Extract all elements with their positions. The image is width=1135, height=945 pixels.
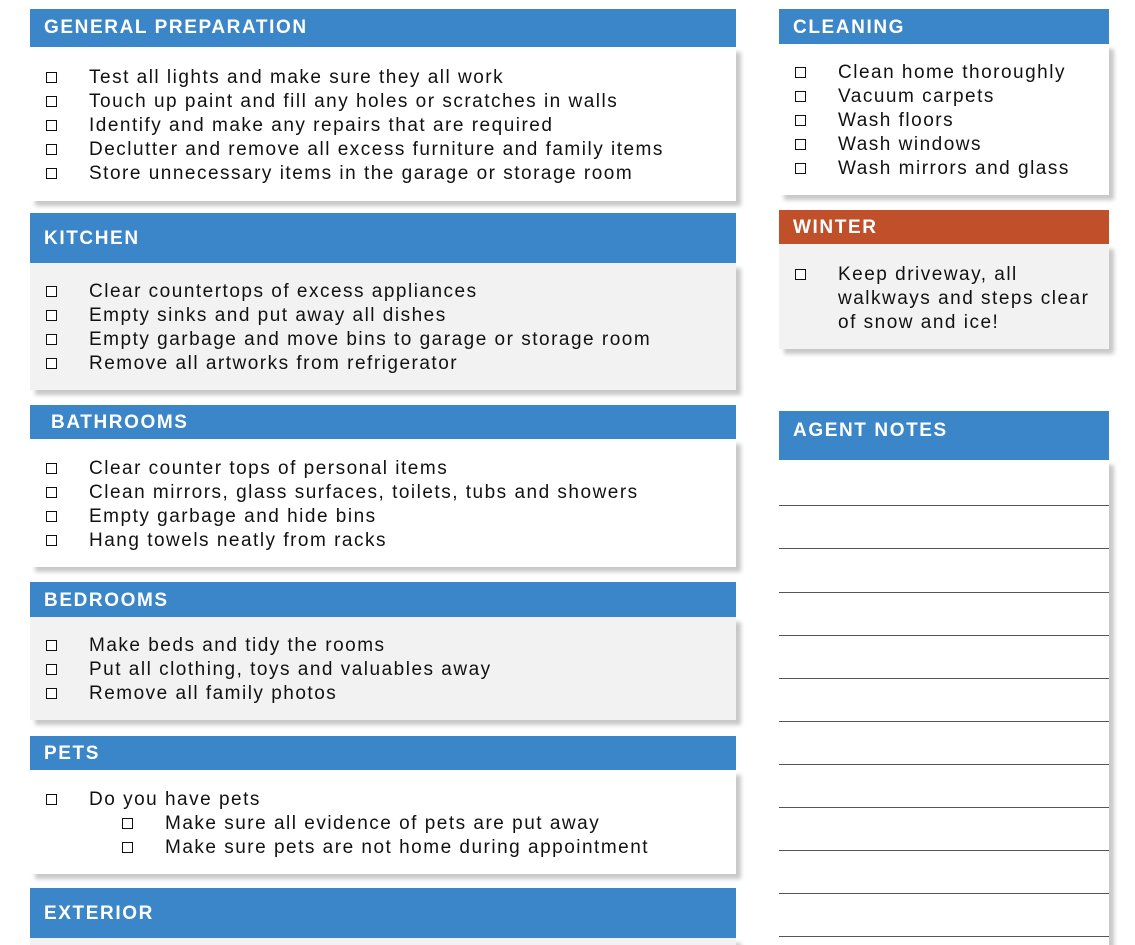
checklist-item[interactable]: Wash windows: [793, 133, 1101, 157]
section-body: [30, 770, 736, 874]
checklist-item[interactable]: Empty sinks and put away all dishes: [44, 304, 728, 328]
checklist-item[interactable]: Keep driveway, all walkways and steps clear of snow and ice!: [793, 263, 1101, 335]
checklist-item[interactable]: Declutter and remove all excess furniture and family items: [44, 138, 728, 162]
checklist-item[interactable]: Remove all artworks from refrigerator: [44, 352, 728, 376]
checkbox[interactable]: [46, 72, 57, 83]
checkbox[interactable]: [46, 640, 57, 651]
checklist-item[interactable]: Identify and make any repairs that are required: [44, 114, 728, 138]
note-line: [779, 850, 1109, 851]
checklist-subitem[interactable]: Make sure all evidence of pets are put away: [120, 812, 728, 836]
section-body: [30, 938, 736, 945]
section-exterior: [30, 888, 736, 945]
note-line: [779, 807, 1109, 808]
note-line: [779, 893, 1109, 894]
checkbox[interactable]: [46, 144, 57, 155]
note-line: [779, 635, 1109, 636]
checklist-item[interactable]: Remove all family photos: [44, 682, 728, 706]
checklist-item[interactable]: Wash floors: [793, 109, 1101, 133]
section-body: [30, 617, 736, 720]
checkbox[interactable]: [46, 664, 57, 675]
note-line: [779, 505, 1109, 506]
checklist-item[interactable]: Clear countertops of excess appliances: [44, 280, 728, 304]
checkbox[interactable]: [46, 168, 57, 179]
note-line: [779, 721, 1109, 722]
checklist-item[interactable]: Clean mirrors, glass surfaces, toilets, tubs and showers: [44, 481, 728, 505]
checklist-item[interactable]: Wash mirrors and glass: [793, 157, 1101, 181]
section-title: BATHROOMS: [30, 405, 736, 439]
checklist-item[interactable]: Test all lights and make sure they all work: [44, 66, 728, 90]
section-bedrooms: [30, 582, 736, 720]
section-title: GENERAL PREPARATION: [30, 9, 736, 47]
checklist-item[interactable]: Clear counter tops of personal items: [44, 457, 728, 481]
section-title: CLEANING: [779, 9, 1109, 44]
checkbox[interactable]: [46, 688, 57, 699]
checkbox[interactable]: [795, 139, 806, 150]
section-general-preparation: [30, 9, 736, 201]
section-title: BEDROOMS: [30, 582, 736, 617]
checkbox[interactable]: [795, 91, 806, 102]
checklist-subitem[interactable]: Make sure pets are not home during appointment: [120, 836, 728, 860]
checklist-item[interactable]: Hang towels neatly from racks: [44, 529, 728, 553]
section-title: KITCHEN: [30, 213, 736, 263]
section-title: PETS: [30, 736, 736, 770]
checklist-item[interactable]: Empty garbage and hide bins: [44, 505, 728, 529]
checkbox[interactable]: [795, 115, 806, 126]
checkbox[interactable]: [46, 463, 57, 474]
checkbox[interactable]: [46, 96, 57, 107]
section-kitchen: [30, 213, 736, 390]
section-title: AGENT NOTES: [779, 411, 1109, 460]
section-pets: [30, 736, 736, 874]
section-body: [30, 439, 736, 567]
checkbox[interactable]: [46, 487, 57, 498]
checkbox[interactable]: [122, 842, 133, 853]
checkbox[interactable]: [122, 818, 133, 829]
section-bathrooms: [30, 405, 736, 567]
checkbox[interactable]: [795, 269, 806, 280]
section-title: EXTERIOR: [30, 888, 736, 938]
section-cleaning: [779, 9, 1109, 195]
checklist-item[interactable]: Touch up paint and fill any holes or scratches in walls: [44, 90, 728, 114]
checkbox[interactable]: [795, 163, 806, 174]
checkbox[interactable]: [795, 67, 806, 78]
checkbox[interactable]: [46, 535, 57, 546]
note-line: [779, 936, 1109, 937]
checkbox[interactable]: [46, 120, 57, 131]
checklist-item[interactable]: Do you have pets: [44, 788, 728, 812]
checkbox[interactable]: [46, 511, 57, 522]
note-line: [779, 592, 1109, 593]
note-line: [779, 678, 1109, 679]
checklist-item[interactable]: Make beds and tidy the rooms: [44, 634, 728, 658]
checkbox[interactable]: [46, 310, 57, 321]
section-body: [779, 244, 1109, 349]
checklist-item[interactable]: Empty garbage and move bins to garage or storage room: [44, 328, 728, 352]
checkbox[interactable]: [46, 358, 57, 369]
notes-area[interactable]: [779, 460, 1109, 945]
note-line: [779, 548, 1109, 549]
note-line: [779, 764, 1109, 765]
checklist-item[interactable]: Vacuum carpets: [793, 85, 1101, 109]
checklist-item[interactable]: Store unnecessary items in the garage or storage room: [44, 162, 728, 186]
section-winter: [779, 210, 1109, 349]
section-body: [779, 44, 1109, 195]
section-agent-notes: [779, 411, 1109, 945]
checklist-item[interactable]: Clean home thoroughly: [793, 61, 1101, 85]
section-body: [30, 263, 736, 390]
checkbox[interactable]: [46, 286, 57, 297]
checkbox[interactable]: [46, 794, 57, 805]
section-title: WINTER: [779, 210, 1109, 244]
checklist-item[interactable]: Put all clothing, toys and valuables away: [44, 658, 728, 682]
checkbox[interactable]: [46, 334, 57, 345]
section-body: [30, 47, 736, 201]
